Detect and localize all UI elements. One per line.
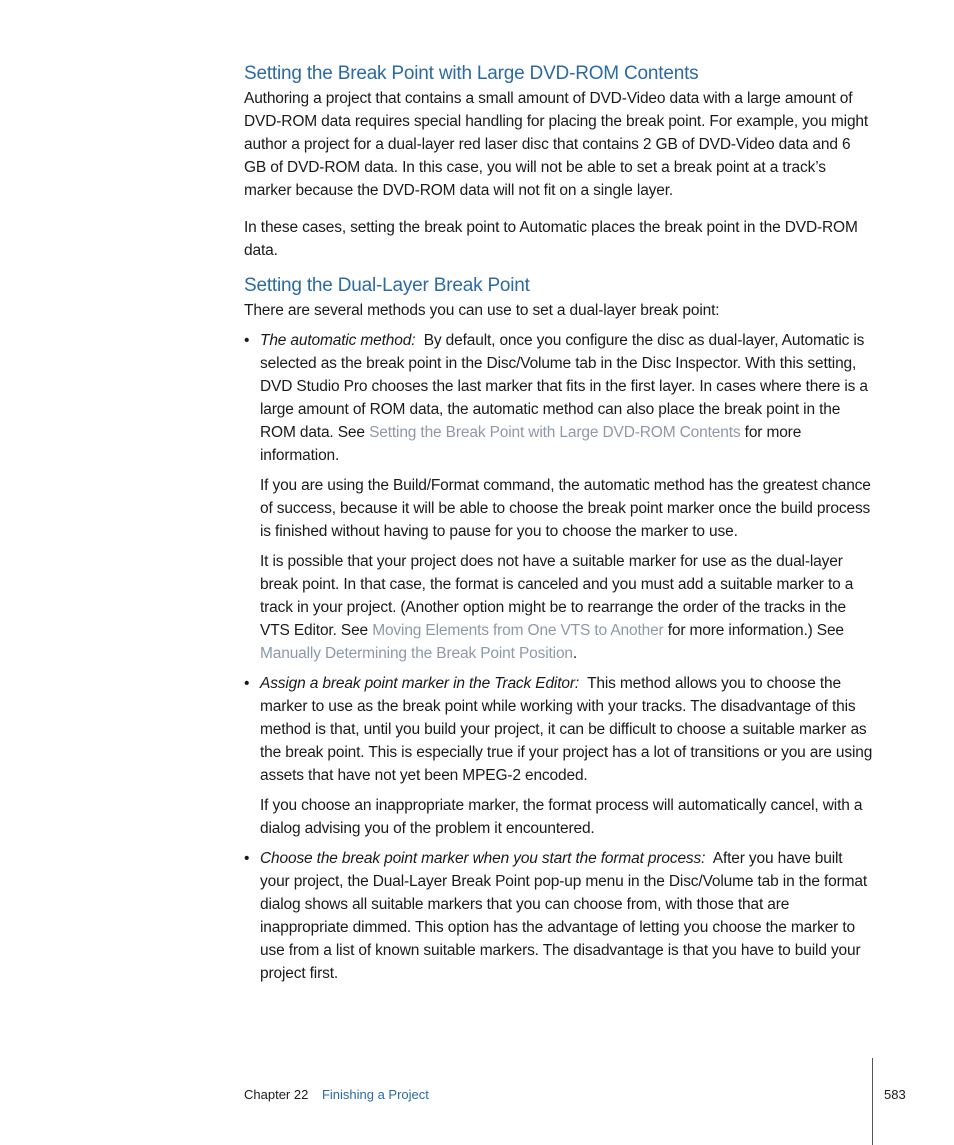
bullet-glyph: • (244, 675, 250, 692)
list-item-paragraph (260, 550, 874, 665)
intro-paragraph: There are several methods you can use to set a dual-layer break point: (244, 302, 720, 319)
list-item-automatic-method (244, 329, 874, 665)
body-paragraph: Authoring a project that contains a small amount of DVD-Video data with a large amount of DVD-ROM data requires special handling for placing the break point. For example, you might author a project for a dual-layer red laser disc that contains 2 GB of DVD-Video data and 6 GB of DVD-ROM data. In this case, you will not be able to set a break point at a track’s marker because the DVD-ROM data will not fit on a single layer. (244, 90, 869, 199)
cross-reference-link[interactable]: Manually Determining the Break Point Position (260, 645, 573, 662)
footer-section-link[interactable]: Finishing a Project (321, 1087, 429, 1102)
list-item-text: It is possible that your project does not have a suitable marker for use as the dual-layer break point. In that case, the format is canceled and you must add a suitable marker to a track in your project. (Another option might be to rearrange the order of the tracks in the VTS Editor. See (260, 553, 854, 639)
list-item-format-process-method (244, 847, 874, 985)
section-heading-dual-layer-break-point: Setting the Dual-Layer Break Point (244, 275, 530, 296)
list-item-paragraph (260, 329, 874, 467)
list-item-track-editor-method (244, 672, 874, 840)
methods-list (244, 329, 874, 985)
list-item-paragraph (260, 672, 874, 787)
list-item-text: . (572, 645, 578, 662)
bullet-glyph: • (244, 332, 250, 349)
list-item-text: By default, once you configure the disc as dual-layer, Automatic is selected as the break point in the Disc/Volume tab in the Disc Inspector. With this setting, DVD Studio Pro chooses the last marker that fits in the first layer. In cases where there is a large amount of ROM data, the automatic method can also place the break point in the ROM data. See (260, 332, 868, 441)
page-footer (244, 1086, 429, 1104)
list-item-text: for more information. (260, 424, 802, 464)
list-item-text: After you have built your project, the Dual-Layer Break Point pop-up menu in the Disc/Volume tab in the format dialog shows all suitable markers that you can choose from, with those that are inappropriate dimmed. This option has the advantage of letting you choose the marker to use from a list of known suitable markers. The disadvantage is that you have to build your project first. (260, 850, 867, 982)
list-item-text: for more information.) See (667, 622, 844, 639)
page-content (244, 62, 874, 992)
list-item-term: The automatic method: (260, 332, 416, 349)
section-heading-large-dvd-rom: Setting the Break Point with Large DVD-ROM Contents (244, 63, 699, 84)
list-item-term: Assign a break point marker in the Track Editor: (260, 675, 580, 692)
list-item-term: Choose the break point marker when you start the format process: (260, 850, 706, 867)
page-number: 583 (884, 1087, 906, 1102)
bullet-glyph: • (244, 850, 250, 867)
list-item-paragraph: If you choose an inappropriate marker, the format process will automatically cancel, with a dialog advising you of the problem it encountered. (260, 797, 863, 837)
cross-reference-link[interactable]: Moving Elements from One VTS to Another (372, 622, 664, 639)
cross-reference-link[interactable]: Setting the Break Point with Large DVD-ROM Contents (369, 424, 741, 441)
footer-divider (872, 1058, 873, 1145)
body-paragraph: In these cases, setting the break point to Automatic places the break point in the DVD-ROM data. (244, 219, 858, 259)
list-item-paragraph (260, 847, 874, 985)
list-item-text: This method allows you to choose the marker to use as the break point while working with your tracks. The disadvantage of this method is that, until you build your project, it can be difficult to choose a suitable marker as the break point. This is especially true if your project has a lot of transitions or you are using assets that have not yet been MPEG-2 encoded. (260, 675, 873, 784)
list-item-paragraph: If you are using the Build/Format command, the automatic method has the greatest chance of success, because it will be able to choose the break point marker once the build process is finished without having to pause for you to choose the marker to use. (260, 477, 871, 540)
footer-chapter-label: Chapter 22 (244, 1087, 309, 1102)
